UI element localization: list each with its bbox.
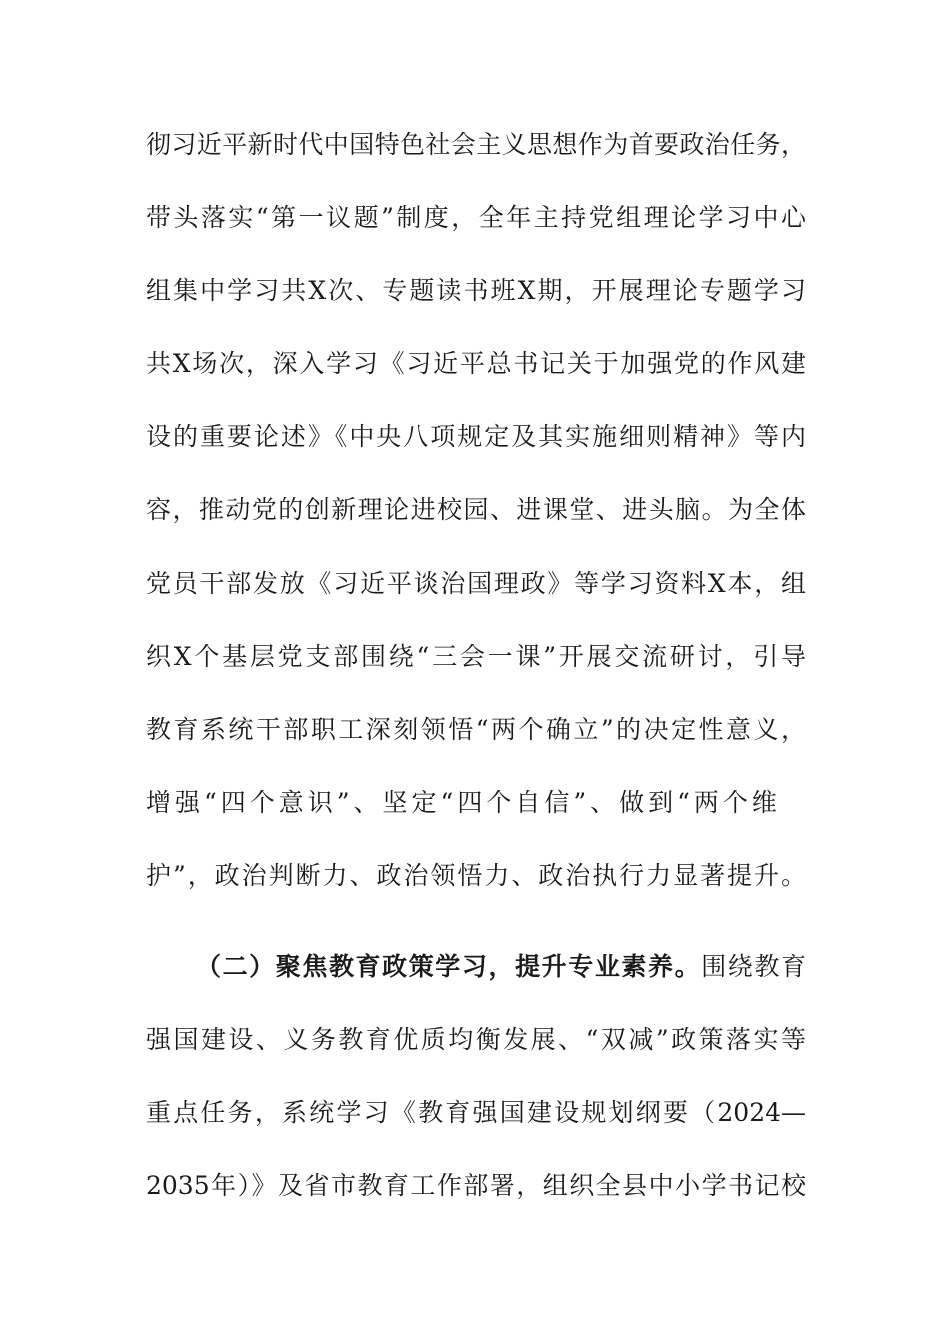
section-line-3: 重点任务，系统学习《教育强国建设规划纲要（2024— — [146, 1098, 806, 1127]
section-line-2: 强国建设、义务教育优质均衡发展、“双减”政策落实等 — [146, 1025, 806, 1054]
paragraph-line-3: 组集中学习共X次、专题读书班X期，开展理论专题学习 — [146, 276, 806, 305]
paragraph-line-7: 党员干部发放《习近平谈治国理政》等学习资料X本，组 — [146, 569, 806, 598]
paragraph-line-4: 共X场次，深入学习《习近平总书记关于加强党的作风建 — [146, 349, 806, 378]
section-heading-tail: 围绕教育 — [701, 952, 806, 981]
paragraph-line-10: 增强“四个意识”、坚定“四个自信”、做到“两个维 — [146, 788, 781, 817]
section-heading-line — [196, 947, 806, 987]
section-heading: （二）聚焦教育政策学习，提升专业素养。 — [196, 952, 702, 981]
section-line-4: 2035年）》及省市教育工作部署，组织全县中小学书记校 — [146, 1171, 806, 1200]
paragraph-line-9: 教育系统干部职工深刻领悟“两个确立”的决定性意义， — [146, 715, 806, 744]
paragraph-line-6: 容，推动党的创新理论进校园、进课堂、进头脑。为全体 — [146, 495, 806, 524]
paragraph-line-2: 带头落实“第一议题”制度，全年主持党组理论学习中心 — [146, 203, 806, 232]
paragraph-line-11: 护”，政治判断力、政治领悟力、政治执行力显著提升。 — [146, 861, 806, 890]
paragraph-line-8: 织X个基层党支部围绕“三会一课”开展交流研讨，引导 — [146, 642, 806, 671]
paragraph-line-1: 彻习近平新时代中国特色社会主义思想作为首要政治任务， — [146, 130, 806, 159]
paragraph-line-5: 设的重要论述》《中央八项规定及其实施细则精神》等内 — [146, 422, 806, 451]
